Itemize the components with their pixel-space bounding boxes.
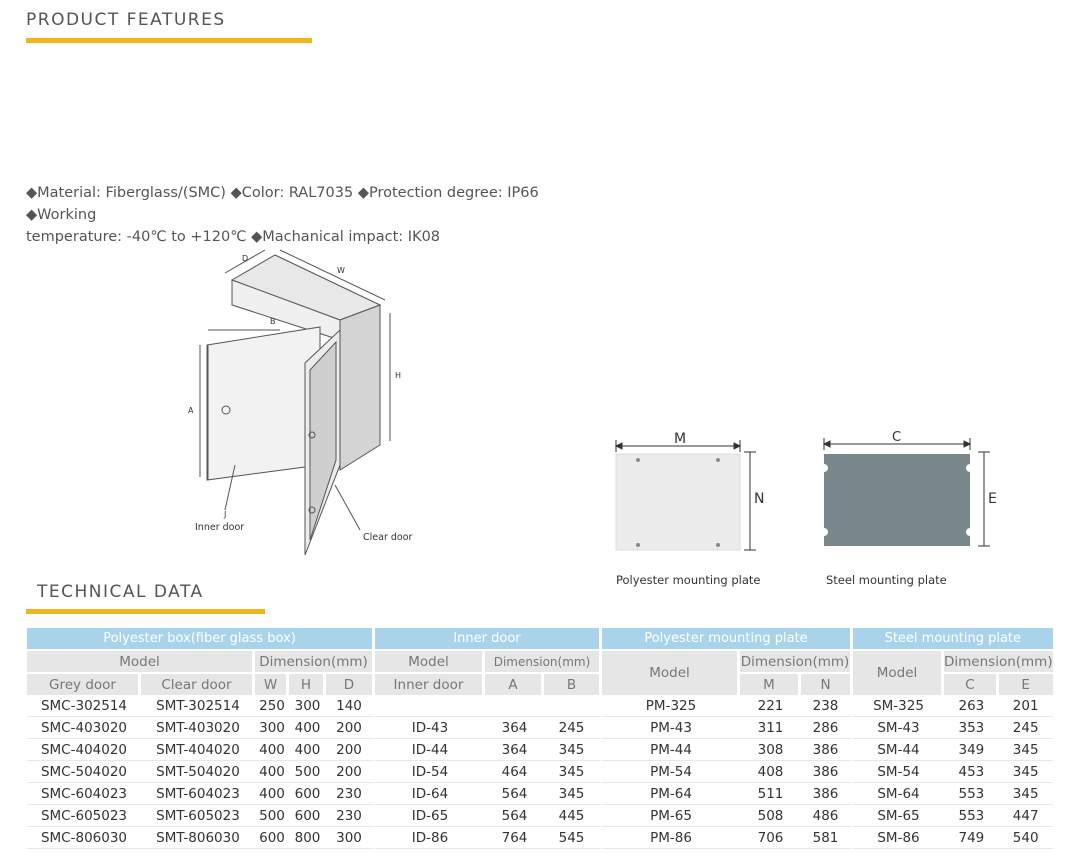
inner-dimension-header: Dimension(mm) <box>485 649 602 672</box>
cell-a: 464 <box>485 761 544 783</box>
cell-id <box>375 695 485 717</box>
cell-a: 764 <box>485 827 544 849</box>
cell-h: 600 <box>289 805 326 827</box>
group-sm-header: Steel mounting plate <box>853 628 1053 649</box>
cell-h: 300 <box>289 695 326 717</box>
cell-id: ID-44 <box>375 739 485 761</box>
cell-id: ID-86 <box>375 827 485 849</box>
feature-line-1: ◆Material: Fiberglass/(SMC) ◆Color: RAL7035 ◆Protection degree: IP66 ◆Working <box>26 185 539 223</box>
n-header: N <box>801 672 853 695</box>
cell-grey: SMC-604023 <box>27 783 141 805</box>
cell-h: 800 <box>289 827 326 849</box>
label-h: H <box>395 371 402 380</box>
cell-m: 706 <box>740 827 801 849</box>
sm-model-header: Model <box>853 649 944 695</box>
cell-c: 453 <box>944 761 999 783</box>
cell-e: 245 <box>999 717 1053 739</box>
cell-m: 408 <box>740 761 801 783</box>
cell-id: ID-54 <box>375 761 485 783</box>
plate-dim-c: C <box>892 430 902 445</box>
cell-pm: PM-44 <box>602 739 740 761</box>
plate-dim-m: M <box>674 431 687 447</box>
cell-b: 345 <box>544 783 602 805</box>
cell-pm: PM-54 <box>602 761 740 783</box>
sm-dimension-header: Dimension(mm) <box>944 649 1053 672</box>
group-box-header: Polyester box(fiber glass box) <box>27 628 375 649</box>
cell-h: 600 <box>289 783 326 805</box>
cell-n: 581 <box>801 827 853 849</box>
cell-id: ID-65 <box>375 805 485 827</box>
cell-d: 200 <box>326 739 375 761</box>
box-model-header: Model <box>27 649 255 672</box>
cell-e: 447 <box>999 805 1053 827</box>
cell-b: 245 <box>544 717 602 739</box>
a-header: A <box>485 672 544 695</box>
h-header: H <box>289 672 326 695</box>
cell-c: 353 <box>944 717 999 739</box>
table-row <box>27 761 1053 783</box>
w-header: W <box>255 672 289 695</box>
cell-pm: PM-65 <box>602 805 740 827</box>
cell-n: 238 <box>801 695 853 717</box>
cell-h: 500 <box>289 761 326 783</box>
label-a: A <box>188 406 194 415</box>
cell-c: 263 <box>944 695 999 717</box>
label-d: D <box>242 254 249 263</box>
table-row <box>27 783 1053 805</box>
cell-sm: SM-43 <box>853 717 944 739</box>
group-inner-header: Inner door <box>375 628 602 649</box>
cell-grey: SMC-404020 <box>27 739 141 761</box>
cell-e: 201 <box>999 695 1053 717</box>
cell-d: 230 <box>326 805 375 827</box>
box-dimension-header: Dimension(mm) <box>255 649 375 672</box>
cell-id: ID-64 <box>375 783 485 805</box>
cell-b: 445 <box>544 805 602 827</box>
pm-model-header: Model <box>602 649 740 695</box>
product-features-title: PRODUCT FEATURES <box>26 10 226 30</box>
cell-pm: PM-86 <box>602 827 740 849</box>
clear-door-header: Clear door <box>141 672 255 695</box>
cell-sm: SM-86 <box>853 827 944 849</box>
table-row <box>27 695 1053 717</box>
cell-grey: SMC-302514 <box>27 695 141 717</box>
cell-h: 400 <box>289 717 326 739</box>
cell-e: 345 <box>999 783 1053 805</box>
cell-clear: SMT-302514 <box>141 695 255 717</box>
cell-clear: SMT-504020 <box>141 761 255 783</box>
steel-plate-caption: Steel mounting plate <box>826 573 947 587</box>
cell-n: 486 <box>801 805 853 827</box>
cell-b <box>544 695 602 717</box>
cell-d: 200 <box>326 717 375 739</box>
cell-sm: SM-44 <box>853 739 944 761</box>
cell-clear: SMT-806030 <box>141 827 255 849</box>
cell-pm: PM-64 <box>602 783 740 805</box>
cell-pm: PM-325 <box>602 695 740 717</box>
cell-m: 508 <box>740 805 801 827</box>
cell-e: 345 <box>999 761 1053 783</box>
cell-clear: SMT-604023 <box>141 783 255 805</box>
cell-e: 345 <box>999 739 1053 761</box>
steel-plate-diagram <box>818 428 1008 558</box>
cell-a: 364 <box>485 739 544 761</box>
polyester-plate-caption: Polyester mounting plate <box>616 573 761 587</box>
cell-n: 386 <box>801 761 853 783</box>
e-header: E <box>999 672 1053 695</box>
label-b: B <box>270 317 276 326</box>
grey-door-header: Grey door <box>27 672 141 695</box>
cell-m: 308 <box>740 739 801 761</box>
c-header: C <box>944 672 999 695</box>
cell-m: 511 <box>740 783 801 805</box>
cell-id: ID-43 <box>375 717 485 739</box>
cell-a: 564 <box>485 805 544 827</box>
cell-n: 386 <box>801 783 853 805</box>
cell-clear: SMT-403020 <box>141 717 255 739</box>
cell-w: 400 <box>255 783 289 805</box>
cell-w: 500 <box>255 805 289 827</box>
cell-m: 221 <box>740 695 801 717</box>
cell-d: 140 <box>326 695 375 717</box>
cell-clear: SMT-404020 <box>141 739 255 761</box>
cell-grey: SMC-605023 <box>27 805 141 827</box>
table-row <box>27 827 1053 849</box>
cell-grey: SMC-403020 <box>27 717 141 739</box>
cell-c: 553 <box>944 783 999 805</box>
enclosure-diagram <box>180 245 430 565</box>
cell-clear: SMT-605023 <box>141 805 255 827</box>
cell-w: 300 <box>255 717 289 739</box>
cell-w: 400 <box>255 739 289 761</box>
cell-w: 600 <box>255 827 289 849</box>
cell-grey: SMC-806030 <box>27 827 141 849</box>
feature-list <box>26 182 586 248</box>
technical-data-table <box>27 628 1053 849</box>
plate-dim-e: E <box>988 491 997 507</box>
cell-pm: PM-43 <box>602 717 740 739</box>
cell-c: 749 <box>944 827 999 849</box>
label-inner-door: Inner door <box>195 522 245 533</box>
cell-c: 349 <box>944 739 999 761</box>
feature-line-2: temperature: -40℃ to +120℃ ◆Machanical impact: IK08 <box>26 229 441 245</box>
cell-sm: SM-54 <box>853 761 944 783</box>
cell-d: 300 <box>326 827 375 849</box>
label-w: W <box>337 266 345 275</box>
table-row <box>27 805 1053 827</box>
cell-w: 250 <box>255 695 289 717</box>
cell-sm: SM-325 <box>853 695 944 717</box>
b-header: B <box>544 672 602 695</box>
polyester-plate-diagram <box>608 428 768 558</box>
cell-sm: SM-65 <box>853 805 944 827</box>
table-row <box>27 739 1053 761</box>
cell-n: 286 <box>801 717 853 739</box>
cell-b: 545 <box>544 827 602 849</box>
cell-w: 400 <box>255 761 289 783</box>
cell-a: 364 <box>485 717 544 739</box>
plate-dim-n: N <box>754 491 765 507</box>
m-header: M <box>740 672 801 695</box>
label-clear-door: Clear door <box>363 532 413 543</box>
table-row <box>27 717 1053 739</box>
product-features-underline <box>26 38 312 43</box>
technical-data-title: TECHNICAL DATA <box>37 582 204 602</box>
cell-grey: SMC-504020 <box>27 761 141 783</box>
inner-model-header: Model <box>375 649 485 672</box>
cell-c: 553 <box>944 805 999 827</box>
cell-h: 400 <box>289 739 326 761</box>
inner-door-header: Inner door <box>375 672 485 695</box>
cell-d: 230 <box>326 783 375 805</box>
cell-a <box>485 695 544 717</box>
label-j: J <box>224 510 227 519</box>
technical-data-underline <box>26 609 265 614</box>
cell-n: 386 <box>801 739 853 761</box>
group-pm-header: Polyester mounting plate <box>602 628 853 649</box>
cell-a: 564 <box>485 783 544 805</box>
cell-b: 345 <box>544 739 602 761</box>
cell-m: 311 <box>740 717 801 739</box>
cell-d: 200 <box>326 761 375 783</box>
pm-dimension-header: Dimension(mm) <box>740 649 853 672</box>
d-header: D <box>326 672 375 695</box>
cell-sm: SM-64 <box>853 783 944 805</box>
cell-b: 345 <box>544 761 602 783</box>
cell-e: 540 <box>999 827 1053 849</box>
